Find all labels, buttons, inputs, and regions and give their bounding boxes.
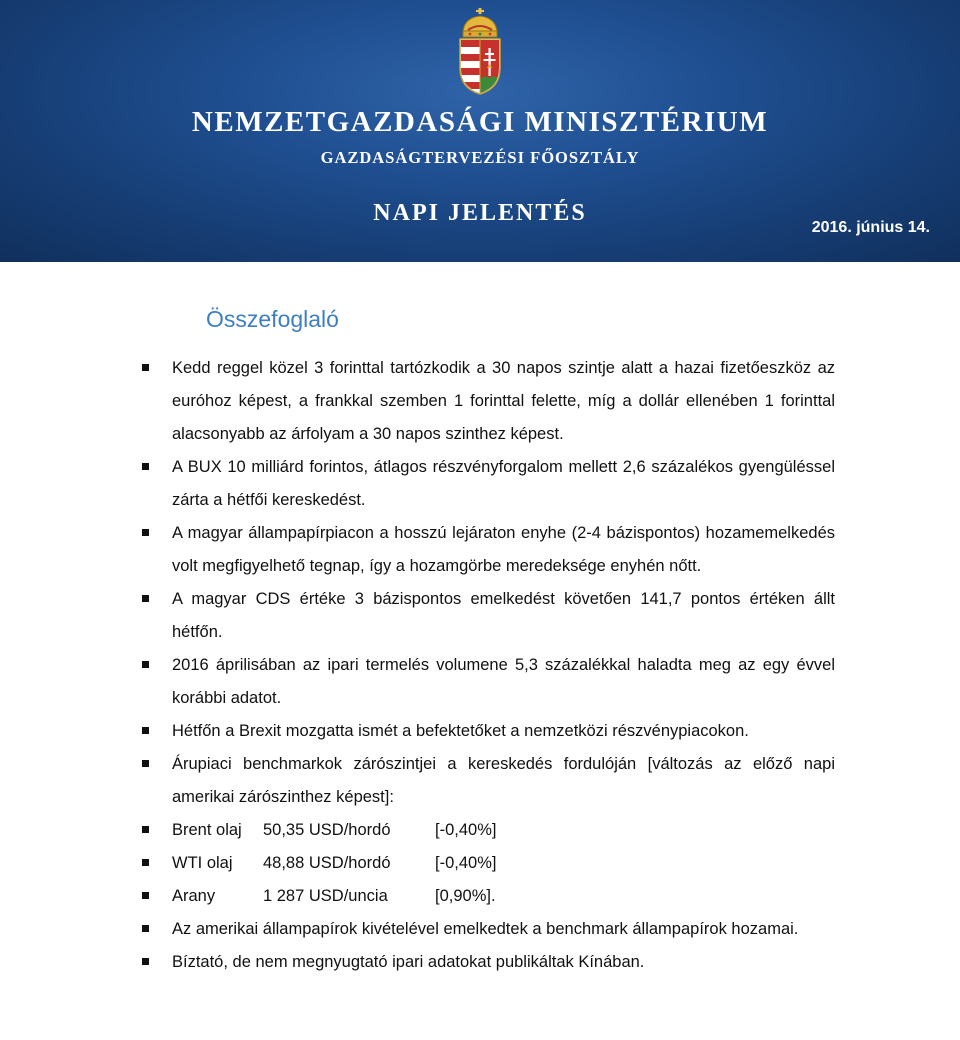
summary-list: [141, 352, 835, 979]
list-item: Bíztató, de nem megnyugtató ipari adatokat publikáltak Kínában.: [141, 946, 835, 979]
report-header: [0, 0, 960, 262]
list-item: A magyar állampapírpiacon a hosszú lejáraton enyhe (2-4 bázispontos) hozamemelkedés volt megfigyelhető tegnap, így a hozamgörbe meredeksége enyhén nőtt.: [141, 517, 835, 583]
commodity-price: 1 287 USD/uncia: [263, 887, 388, 905]
commodity-change: [-0,40%]: [435, 821, 497, 839]
list-item: Hétfőn a Brexit mozgatta ismét a befektetőket a nemzetközi részvénypiacokon.: [141, 715, 835, 748]
hungarian-coat-of-arms-icon: [454, 8, 506, 96]
report-title: NAPI JELENTÉS: [373, 200, 587, 226]
square-bullet-icon: [142, 661, 149, 668]
square-bullet-icon: [142, 925, 149, 932]
square-bullet-icon: [142, 595, 149, 602]
square-bullet-icon: [142, 463, 149, 470]
square-bullet-icon: [142, 826, 149, 833]
commodity-row: [141, 814, 835, 847]
list-item: 2016 áprilisában az ipari termelés volumene 5,3 százalékkal haladta meg az egy évvel korábbi adatot.: [141, 649, 835, 715]
list-item: A BUX 10 milliárd forintos, átlagos részvényforgalom mellett 2,6 százalékos gyengüléssel zárta a hétfői kereskedést.: [141, 451, 835, 517]
commodity-name: Brent olaj: [172, 821, 242, 839]
square-bullet-icon: [142, 727, 149, 734]
square-bullet-icon: [142, 859, 149, 866]
square-bullet-icon: [142, 529, 149, 536]
department-name: GAZDASÁGTERVEZÉSI FŐOSZTÁLY: [320, 148, 640, 167]
commodity-change: [0,90%].: [435, 887, 496, 905]
section-title: Összefoglaló: [206, 306, 339, 332]
commodity-price: 48,88 USD/hordó: [263, 854, 391, 872]
list-item: Kedd reggel közel 3 forinttal tartózkodik a 30 napos szintje alatt a hazai fizetőeszköz az euróhoz képest, a frankkal szemben 1 forinttal felette, míg a dollár ellenében 1 forinttal alacsonyabb az árfolyam a 30 napos szinthez képest.: [141, 352, 835, 451]
commodity-name: WTI olaj: [172, 854, 233, 872]
commodity-row: [141, 880, 835, 913]
list-item: A magyar CDS értéke 3 bázispontos emelkedést követően 141,7 pontos értéken állt hétfőn.: [141, 583, 835, 649]
commodity-name: Arany: [172, 887, 216, 905]
square-bullet-icon: [142, 364, 149, 371]
square-bullet-icon: [142, 958, 149, 965]
ministry-name: NEMZETGAZDASÁGI MINISZTÉRIUM: [191, 106, 769, 138]
commodity-change: [-0,40%]: [435, 854, 497, 872]
list-item: Árupiaci benchmarkok zárószintjei a kereskedés fordulóján [változás az előző napi amerikai zárószinthez képest]:: [141, 748, 835, 814]
square-bullet-icon: [142, 892, 149, 899]
square-bullet-icon: [142, 760, 149, 767]
commodity-price: 50,35 USD/hordó: [263, 821, 391, 839]
list-item: Az amerikai állampapírok kivételével emelkedtek a benchmark állampapírok hozamai.: [141, 913, 835, 946]
report-date: 2016. június 14.: [811, 219, 930, 236]
commodity-row: [141, 847, 835, 880]
